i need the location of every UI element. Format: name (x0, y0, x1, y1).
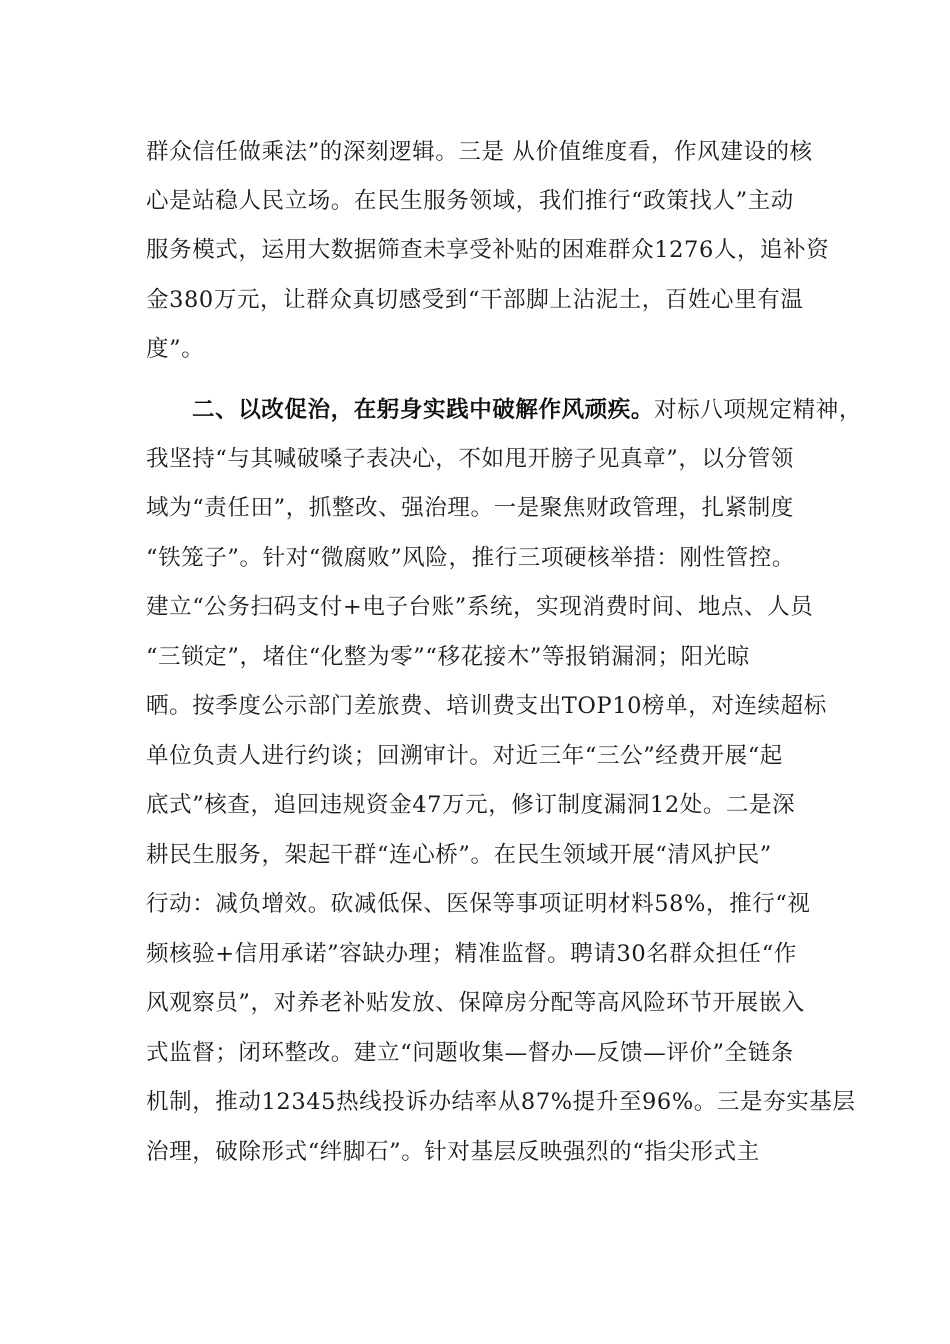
section-2-line: “三锁定”，堵住“化整为零”“移花接木”等报销漏洞；阳光晾 (146, 644, 750, 670)
section-2-line: 机制，推动12345热线投诉办结率从87%提升至96%。三是夯实基层 (146, 1089, 856, 1115)
section-2-line: 频核验+信用承诺”容缺办理；精准监督。聘请30名群众担任“作 (146, 941, 797, 967)
section-2-line: 单位负责人进行约谈；回溯审计。对近三年“三公”经费开展“起 (146, 743, 783, 769)
section-2-line: 行动：减负增效。砍减低保、医保等事项证明材料58%，推行“视 (146, 891, 811, 917)
section-2-line: “铁笼子”。针对“微腐败”风险，推行三项硬核举措：刚性管控。 (146, 545, 796, 571)
section-2-line: 域为“责任田”，抓整改、强治理。一是聚焦财政管理，扎紧制度 (146, 495, 794, 521)
paragraph-1-line-1: 群众信任做乘法”的深刻逻辑。三是 从价值维度看，作风建设的核 (146, 139, 813, 165)
section-2-line: 我坚持“与其喊破嗓子表决心，不如甩开膀子见真章”，以分管领 (146, 446, 794, 472)
section-2-heading: 二、以改促治，在躬身实践中破解作风顽疾。 (192, 397, 655, 423)
section-2-line: 建立“公务扫码支付+电子台账”系统，实现消费时间、地点、人员 (146, 594, 814, 620)
section-2-line: 风观察员”，对养老补贴发放、保障房分配等高风险环节开展嵌入 (146, 990, 805, 1016)
section-2-line: 底式”核查，追回违规资金47万元，修订制度漏洞12处。二是深 (146, 792, 796, 818)
section-2-line: 晒。按季度公示部门差旅费、培训费支出TOP10榜单，对连续超标 (146, 693, 827, 719)
section-2-line: 治理，破除形式“绊脚石”。针对基层反映强烈的“指尖形式主 (146, 1139, 760, 1165)
paragraph-1-line-4: 金380万元，让群众真切感受到“干部脚上沾泥土，百姓心里有温 (146, 287, 804, 313)
paragraph-1-line-5: 度”。 (146, 336, 205, 362)
section-2-first-line-text: 对标八项规定精神， (654, 397, 862, 423)
paragraph-1-line-3: 服务模式，运用大数据筛查未享受补贴的困难群众1276人，追补资 (146, 237, 830, 263)
paragraph-1-line-2: 心是站稳人民立场。在民生服务领域，我们推行“政策找人”主动 (146, 188, 794, 214)
section-2-line: 耕民生服务，架起干群“连心桥”。在民生领域开展“清风护民” (146, 842, 772, 868)
section-2-first-line (192, 395, 862, 425)
section-2-line: 式监督；闭环整改。建立“问题收集—督办—反馈—评价”全链条 (146, 1040, 794, 1066)
